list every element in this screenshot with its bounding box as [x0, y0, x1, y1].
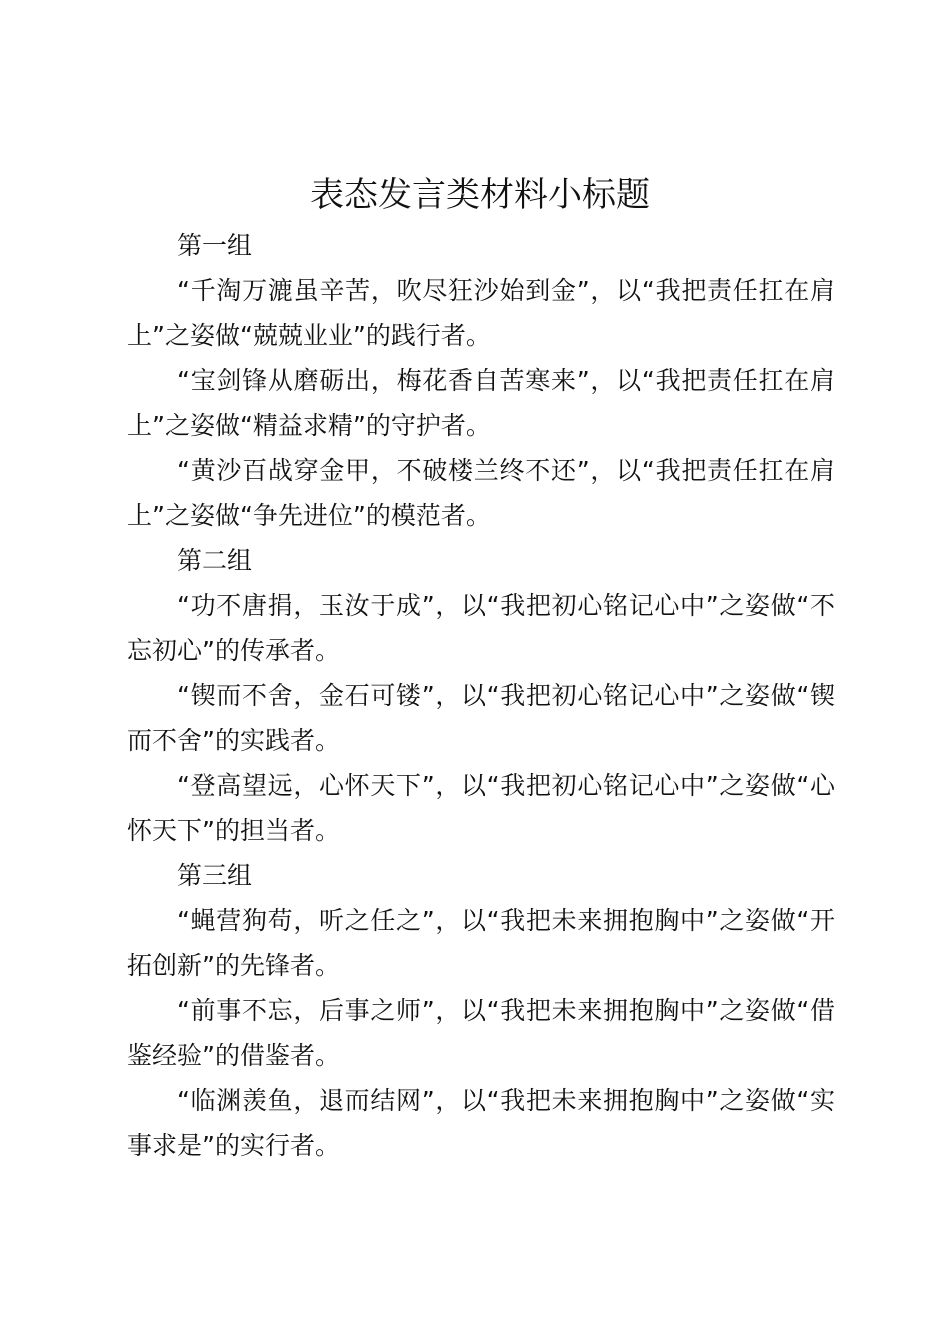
paragraph-2-1: “功不唐捐，玉汝于成”，以“我把初心铭记心中”之姿做“不忘初心”的传承者。 [127, 591, 835, 665]
document-title: 表态发言类材料小标题 [310, 175, 650, 215]
paragraph-3-3: “临渊羡鱼，退而结网”，以“我把未来拥抱胸中”之姿做“实事求是”的实行者。 [127, 1086, 835, 1160]
group-heading-3: 第三组 [177, 861, 253, 890]
paragraph-3-1: “蝇营狗苟，听之任之”，以“我把未来拥抱胸中”之姿做“开拓创新”的先锋者。 [127, 906, 835, 980]
paragraph-1-1: “千淘万漉虽辛苦，吹尽狂沙始到金”，以“我把责任扛在肩上”之姿做“兢兢业业”的践行者。 [127, 276, 835, 350]
paragraph-3-2: “前事不忘，后事之师”，以“我把未来拥抱胸中”之姿做“借鉴经验”的借鉴者。 [127, 996, 835, 1070]
paragraph-1-2: “宝剑锋从磨砺出，梅花香自苦寒来”，以“我把责任扛在肩上”之姿做“精益求精”的守护者。 [127, 366, 835, 440]
group-heading-1: 第一组 [177, 231, 253, 260]
paragraph-2-2: “锲而不舍，金石可镂”，以“我把初心铭记心中”之姿做“锲而不舍”的实践者。 [127, 681, 835, 755]
paragraph-1-3: “黄沙百战穿金甲，不破楼兰终不还”，以“我把责任扛在肩上”之姿做“争先进位”的模范者。 [127, 456, 835, 530]
group-heading-2: 第二组 [177, 546, 253, 575]
document-body [127, 223, 835, 1168]
paragraph-2-3: “登高望远，心怀天下”，以“我把初心铭记心中”之姿做“心怀天下”的担当者。 [127, 771, 835, 845]
